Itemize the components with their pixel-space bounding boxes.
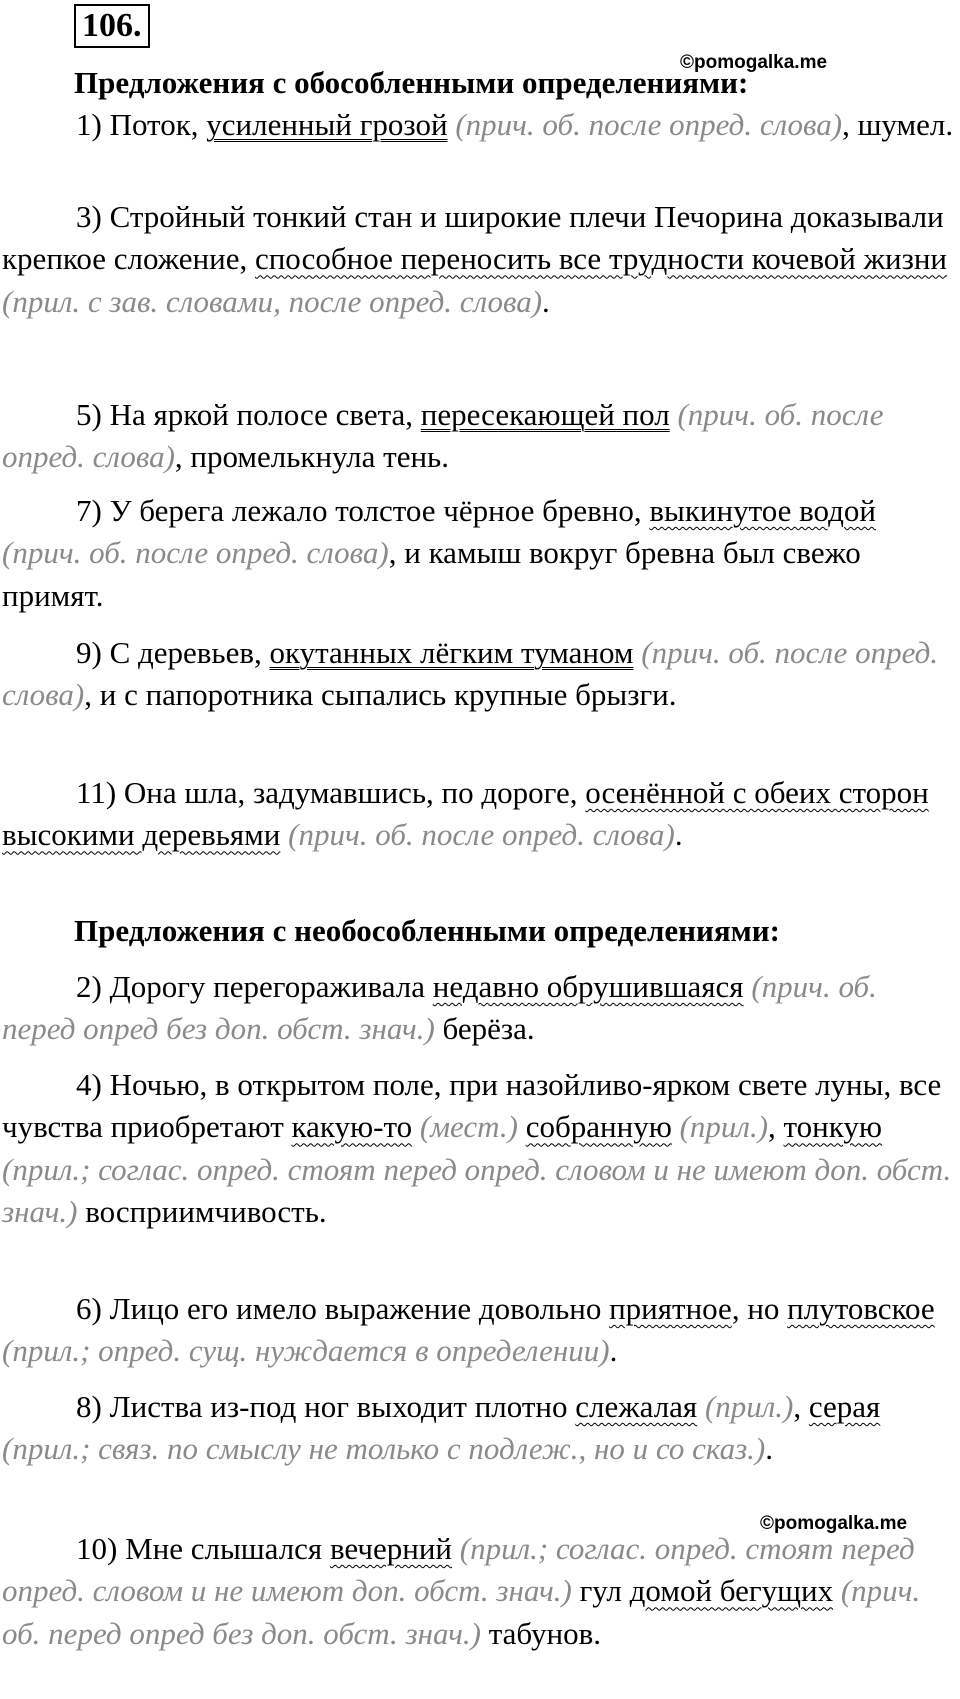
grammar-note: (прил.) [697, 1389, 794, 1424]
definition: приятное [609, 1291, 732, 1326]
definition: способное переносить все трудности кочевой жизни [254, 241, 948, 277]
grammar-note: (прил. с зав. словами, после опред. слова) [2, 283, 543, 319]
sentence-5: 5) На яркой полосе света, пересекающей пол (прич. об. после опред. слова), промелькнула тень. [2, 397, 884, 475]
definition: усиленный грозой [206, 107, 448, 142]
section-heading-non-separated: Предложения с необособленными определениями: [74, 913, 780, 948]
definition: какую-то [291, 1109, 413, 1145]
grammar-note: (прил.; соглас. опред. стоят перед опред. словом и не имеют доп. обст. знач.) [2, 1151, 952, 1229]
sentence-6: 6) Лицо его имело выражение довольно приятное, но плутовское (прил.; опред. сущ. нуждается в определении). [2, 1291, 935, 1369]
grammar-note: (прил.) [671, 1109, 769, 1145]
grammar-note: (прич. об. перед опред без доп. обст. знач.) [2, 1573, 921, 1651]
grammar-note: (прич. об. после опред. слова) [2, 397, 884, 475]
grammar-note: (мест.) [412, 1109, 526, 1145]
definition: домой бегущих [629, 1573, 834, 1609]
definition: недавно обрушившаяся [432, 969, 744, 1004]
exercise-number: 106. [74, 4, 150, 48]
watermark-top: ©pomogalka.me [680, 52, 828, 73]
definition: пересекающей пол [420, 397, 670, 432]
definition: вечерний [329, 1531, 452, 1566]
definition: окутанных лёгким туманом [269, 635, 634, 670]
sentence-1: 1) Поток, усиленный грозой (прич. об. после опред. слова), шумел. [76, 107, 954, 142]
grammar-note: (прич. об. после опред. слова) [2, 635, 939, 713]
definition: собранную [525, 1109, 672, 1145]
sentence-7: 7) У берега лежало толстое чёрное бревно, выкинутое водой (прич. об. после опред. слова), и камыш вокруг бревна был свежо примят. [2, 493, 876, 613]
sentence-10: 10) Мне слышался вечерний (прил.; соглас. опред. стоят перед опред. словом и не имеют доп. обст. знач.) гул домой бегущих (прич. об. перед опред без доп. обст. знач.) табунов. [2, 1531, 921, 1651]
sentence-3: 3) Стройный тонкий стан и широкие плечи Печорина доказывали крепкое сложение, способное переносить все трудности кочевой жизни (прил. с зав. словами, после опред. слова). [2, 199, 948, 319]
definition: тонкую [783, 1109, 883, 1145]
definition: выкинутое водой [649, 493, 876, 528]
section-heading-separated: Предложения с обособленными определениями: [74, 65, 749, 100]
grammar-note: (прич. об. перед опред без доп. обст. знач.) [2, 969, 877, 1047]
grammar-note: (прич. об. после опред. слова) [2, 535, 389, 571]
grammar-note: (прич. об. после опред. слова) [447, 107, 843, 142]
definition: серая [808, 1389, 881, 1424]
grammar-note: (прич. об. после опред. слова) [280, 817, 675, 853]
grammar-note: (прил.; соглас. опред. стоят перед опред. словом и не имеют доп. обст. знач.) [2, 1531, 915, 1609]
definition: слежалая [575, 1389, 698, 1424]
grammar-note: (прил.; опред. сущ. нуждается в определении) [2, 1333, 610, 1369]
sentence-2: 2) Дорогу перегораживала недавно обрушившаяся (прич. об. перед опред без доп. обст. знач.) берёза. [2, 969, 877, 1047]
sentence-9: 9) С деревьев, окутанных лёгким туманом (прич. об. после опред. слова), и с папоротника сыпались крупные брызги. [2, 635, 939, 713]
definition: осенённой с обеих сторон высокими деревьями [2, 775, 929, 853]
sentence-8: 8) Листва из-под ног выходит плотно слежалая (прил.), серая (прил.; связ. по смыслу не только с подлеж., но и со сказ.). [2, 1389, 881, 1467]
definition: плутовское [787, 1291, 935, 1326]
sentence-11: 11) Она шла, задумавшись, по дороге, осенённой с обеих сторон высокими деревьями (прич. об. после опред. слова). [2, 775, 929, 853]
grammar-note: (прил.; связ. по смыслу не только с подлеж., но и со сказ.) [2, 1431, 766, 1467]
sentence-4: 4) Ночью, в открытом поле, при назойливо-ярком свете луны, все чувства приобретают какую-то (мест.) собранную (прил.), тонкую (прил.; соглас. опред. стоят перед опред. словом и не имеют доп. обст. знач.) восприимчивость. [2, 1067, 952, 1229]
watermark-bottom: ©pomogalka.me [760, 1513, 908, 1534]
